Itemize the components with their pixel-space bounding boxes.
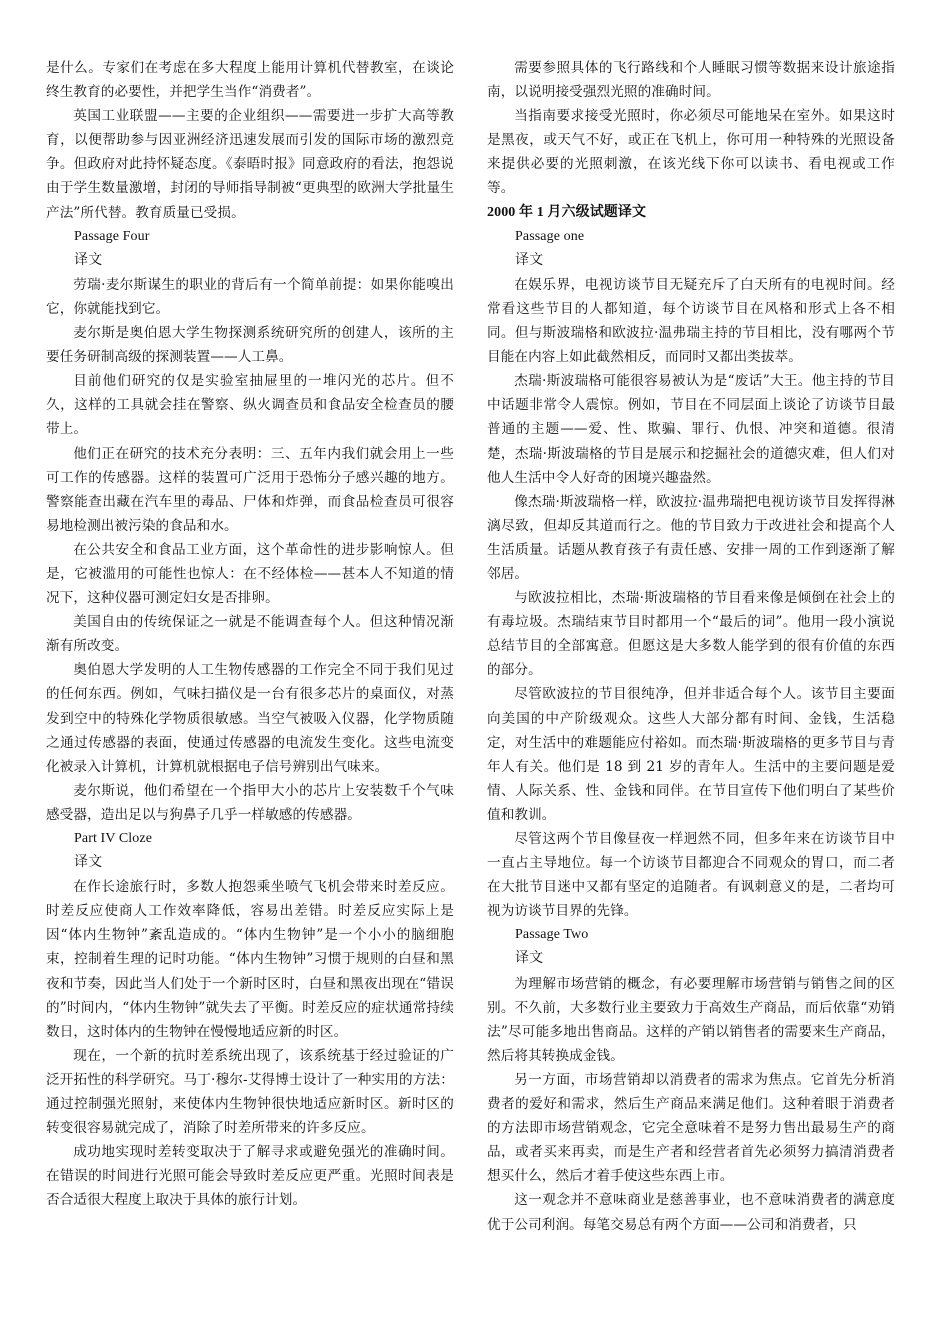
- right-section-label: 译文: [515, 252, 544, 268]
- right-section-label: Passage Two: [515, 927, 589, 943]
- left-paragraph: 他们正在研究的技术充分表明：三、五年内我们就会用上一些可工作的传感器。这样的装置可广泛用于恐怖分子感兴趣的地方。警察能查出藏在汽车里的毒品、尸体和炸弹，而食品检查员可很容易地检测出被污染的食品和水。: [46, 445, 454, 534]
- right-paragraph: 尽管这两个节目像昼夜一样迥然不同，但多年来在访谈节目中一直占主导地位。每一个访谈节目都迎合不同观众的胃口，而二者在大批节目迷中又都有坚定的追随者。有讽刺意义的是，二者均可视为访谈节目界的先锋。: [487, 831, 895, 920]
- left-section-label: 译文: [74, 855, 103, 871]
- left-paragraph: 在公共安全和食品工业方面，这个革命性的进步影响惊人。但是，它被滥用的可能性也惊人：在不经体检——甚本人不知道的情况下，这种仪器可测定妇女是否排卵。: [46, 541, 454, 607]
- right-paragraph: 需要参照具体的飞行路线和个人睡眠习惯等数据来设计旅途指南，以说明接受强烈光照的准确时间。: [487, 60, 895, 101]
- right-paragraph: 与欧波拉相比，杰瑞·斯波瑞格的节目看来像是倾倒在社会上的有毒垃圾。杰瑞结束节目时都用一个“最后的词”。他用一段小演说总结节目的全部寓意。但愿这是大多数人能学到的很有价值的东西的部分。: [487, 590, 895, 679]
- right-section-heading: 2000 年 1 月六级试题译文: [487, 204, 647, 220]
- left-paragraph: 美国自由的传统保证之一就是不能调查每个人。但这种情况渐渐有所改变。: [46, 614, 454, 655]
- right-paragraph: 尽管欧波拉的节目很纯净，但并非适合每个人。该节目主要面向美国的中产阶级观众。这些人大部分都有时间、金钱，生活稳定，对生活中的难题能应付裕如。而杰瑞·斯波瑞格的更多节目与青年人有关。他们是 18 到 21 岁的青年人。生活中的主要问题是爱情、人际关系、性、金钱和同伴。在节目宣传下他们明白了某些价值和教训。: [487, 686, 895, 823]
- right-section-label: Passage one: [515, 228, 585, 244]
- left-section-label: Part IV Cloze: [74, 831, 153, 846]
- left-section-label: 译文: [74, 252, 103, 268]
- right-paragraph: 这一观念并不意味商业是慈善事业，也不意味消费者的满意度优于公司利润。每笔交易总有两个方面——公司和消费者，只: [487, 1192, 895, 1233]
- left-paragraph: 目前他们研究的仅是实验室抽屉里的一堆闪光的芯片。但不久，这样的工具就会挂在警察、纵火调查员和食品安全检查员的腰带上。: [46, 373, 454, 438]
- left-paragraph: 在作长途旅行时，多数人抱怨乘坐喷气飞机会带来时差反应。时差反应使商人工作效率降低，容易出差错。时差反应实际上是因“体内生物钟”紊乱造成的。“体内生物钟”是一个小小的脑细胞束，控制着生理的记时功能。“体内生物钟”习惯于规则的白昼和黑夜和节奏，因此当人们处于一个新时区时，白昼和黑夜出现在“错误的”时间内，“体内生物钟”就失去了平衡。时差反应的症状通常持续数日，这时体内的生物钟在慢慢地适应新的时区。: [46, 879, 454, 1040]
- left-paragraph: 麦尔斯说，他们希望在一个指甲大小的芯片上安装数千个气味感受器，造出足以与狗鼻子几乎一样敏感的传感器。: [46, 782, 454, 823]
- right-section-label: 译文: [515, 951, 544, 967]
- left-paragraph: 现在，一个新的抗时差系统出现了，该系统基于经过验证的广泛开拓性的科学研究。马丁·穆尔-艾得博士设计了一种实用的方法：通过控制强光照射，来使体内生物钟很快地适应新时区。新时区的转变很容易就完成了，消除了时差所带来的许多反应。: [46, 1047, 454, 1137]
- right-paragraph: 当指南要求接受光照时，你必须尽可能地呆在室外。如果这时是黑夜，或天气不好，或正在飞机上，你可用一种特殊的光照设备来提供必要的光照刺激，在该光线下你可以读书、看电视或工作等。: [487, 108, 895, 197]
- right-paragraph: 在娱乐界，电视访谈节目无疑充斥了白天所有的电视时间。经常看这些节目的人都知道，每个访谈节目在风格和形式上各不相同。但与斯波瑞格和欧波拉·温弗瑞主持的节目相比，没有哪两个节目能在内容上如此截然相反，而同时又都出类拔萃。: [487, 276, 895, 366]
- right-paragraph: 像杰瑞·斯波瑞格一样，欧波拉·温弗瑞把电视访谈节目发挥得淋漓尽致，但却反其道而行之。他的节目致力于改进社会和提高个人生活质量。话题从教育孩子有责任感、安排一周的工作到逐渐了解邻居。: [487, 493, 895, 582]
- left-paragraph: 麦尔斯是奥伯恩大学生物探测系统研究所的创建人，该所的主要任务研制高级的探测装置——人工鼻。: [46, 325, 454, 366]
- left-column: [46, 56, 454, 1213]
- right-column: [487, 56, 895, 1237]
- left-section-label: Passage Four: [74, 228, 150, 244]
- left-paragraph: 英国工业联盟——主要的企业组织——需要进一步扩大高等教育，以便帮助参与因亚洲经济迅速发展而引发的国际市场的激烈竞争。但政府对此持怀疑态度。《泰晤时报》同意政府的看法，抱怨说由于学生数量激增，封闭的导师指导制被“更典型的欧洲大学批量生产法”所代替。教育质量已受损。: [46, 108, 454, 221]
- left-paragraph: 劳瑞·麦尔斯谋生的职业的背后有一个简单前提：如果你能嗅出它，你就能找到它。: [46, 276, 454, 317]
- right-paragraph: 为理解市场营销的概念，有必要理解市场营销与销售之间的区别。不久前，大多数行业主要致力于高效生产商品，而后依靠“劝销法”尽可能多地出售商品。这样的产销以销售者的需要来生产商品，然后将其转换成金钱。: [487, 975, 895, 1064]
- left-paragraph: 成功地实现时差转变取决于了解寻求或避免强光的准确时间。在错误的时间进行光照可能会导致时差反应更严重。光照时间表是否合适很大程度上取决于具体的旅行计划。: [46, 1144, 454, 1209]
- left-paragraph: 是什么。专家们在考虑在多大程度上能用计算机代替教室，在谈论终生教育的必要性，并把学生当作“消费者”。: [46, 60, 454, 101]
- left-paragraph: 奥伯恩大学发明的人工生物传感器的工作完全不同于我们见过的任何东西。例如，气味扫描仪是一台有很多芯片的桌面仪，对蒸发到空中的特殊化学物质很敏感。当空气被吸入仪器，化学物质随之通过传感器的表面，使通过传感器的电流发生变化。这些电流变化被录入计算机，计算机就根据电子信号辨别出气味来。: [46, 662, 454, 775]
- right-paragraph: 另一方面，市场营销却以消费者的需求为焦点。它首先分析消费者的爱好和需求，然后生产商品来满足他们。这种着眼于消费者的方法即市场营销观念，它完全意味着不是努力售出最易生产的商品，或者买来再卖，而是生产者和经营者首先必须努力搞清消费者想买什么，然后才着手使这些东西上市。: [487, 1071, 895, 1185]
- right-paragraph: 杰瑞·斯波瑞格可能很容易被认为是“废话”大王。他主持的节目中话题非常令人震惊。例如，节目在不同层面上谈论了访谈节目最普通的主题——爱、性、欺骗、罪行、仇恨、冲突和道德。很清楚，杰瑞·斯波瑞格的节目是展示和挖掘社会的道德灾难，但人们对他人生活中令人好奇的困境兴趣盎然。: [487, 373, 895, 486]
